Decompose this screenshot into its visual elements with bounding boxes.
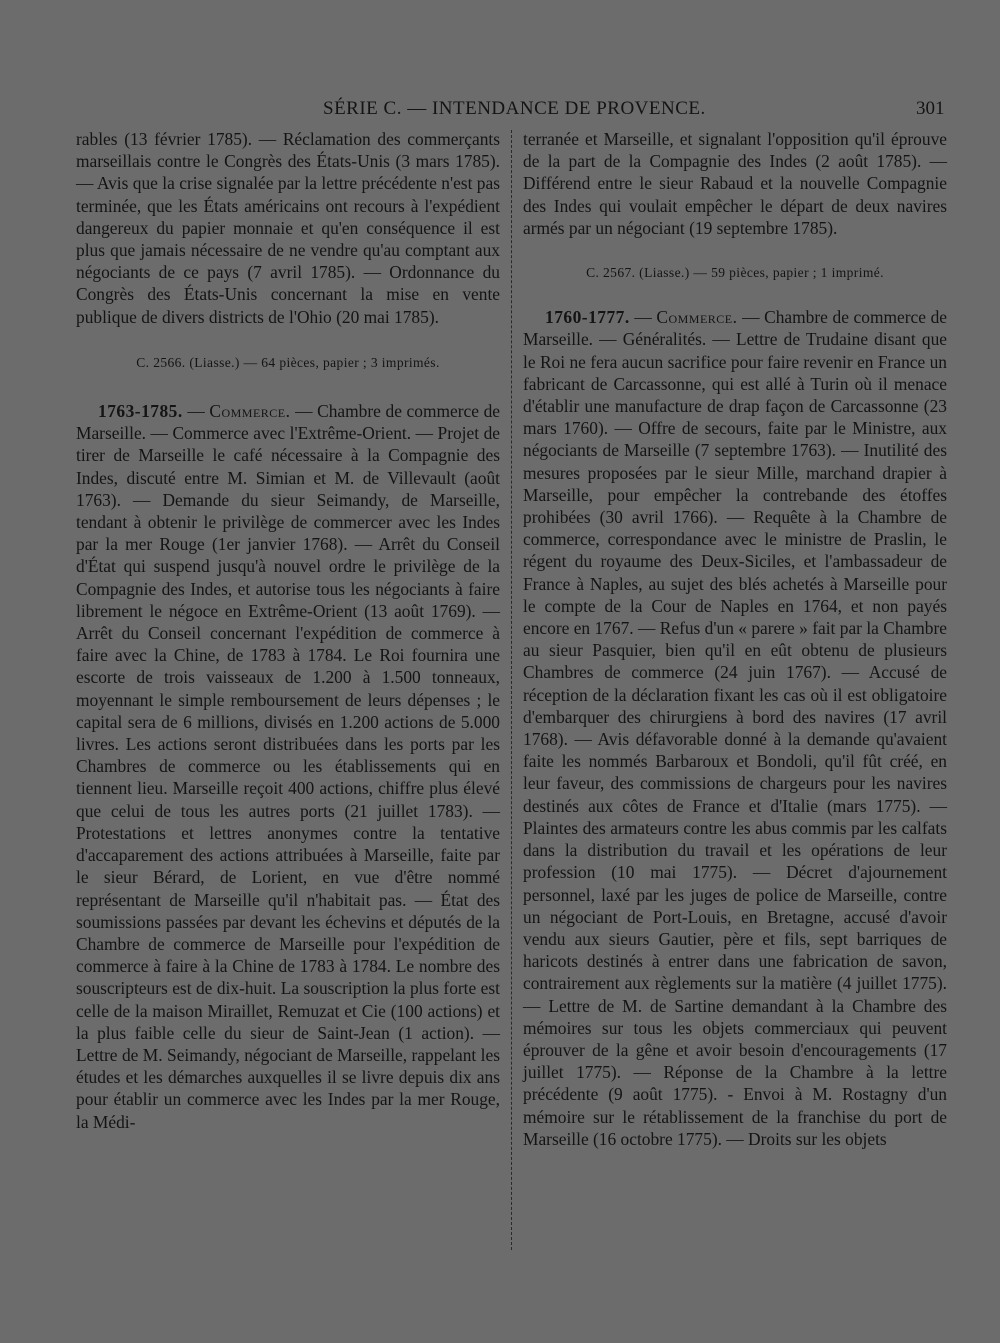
right-entry-text: — Chambre de commerce de Marseille. — Généralités. — Lettre de Trudaine disant que le Roi ne fera aucun sacrifice pour faire revenir en France un fabricant de Carcassonne, qui est allé à Turin où il menace d'établir une manufacture de drap façon de Carcassonne (23 mars 1760). — Offre de secours, faite par le Ministre, aux négociants de Marseille (7 septembre 1763). — Inutilité des mesures proposées par le sieur Mille, marchand drapier à Marseille, pour empêcher la contrebande des étoffes prohibées (30 avril 1766). — Requête à la Chambre de commerce, correspondance avec le ministre de Praslin, le régent du royaume des Deux-Siciles, et l'ambassadeur de France à Naples, au sujet des blés achetés à Marseille pour le compte de la Cour de Naples en 1764, et non payés encore en 1767. — Refus d'un « parere » fait par la Chambre au sieur Pasquier, bien qu'il en eût obtenu de plusieurs Chambres de commerce (24 juin 1767). — Accusé de réception de la déclaration fixant les cas où il est obligatoire d'embarquer des chirurgiens à bord des navires (17 avril 1768). — Avis défavorable donné à la demande qu'avaient faite les nommés Barbaroux et Bondoli, qu'il fût créé, en leur faveur, des commissions de chargeurs pour les navires destinés aux côtes de France et d'Italie (mars 1775). — Plaintes des armateurs contre les abus commis par les calfats dans la distribution du travail et les opérations de leur profession (10 mai 1775). — Décret d'ajournement personnel, laxé par les juges de police de Marseille, contre un négociant de Port-Louis, en Bretagne, accusé d'avoir vendu aux sieurs Gautier, père et fils, sept barriques de haricots destinés à entrer dans une fabrication de savon, contrairement aux règlements sur la matière (4 juillet 1775). — Lettre de M. de Sartine demandant à la Chambre des mémoires sur tous les objets commerciaux qui peuvent éprouver de la gêne et avoir besoin d'encouragements (17 juillet 1775). — Réponse de la Chambre à la lettre précédente (9 août 1775). - Envoi à M. Rostagny d'un mémoire sur le rétablissement de la franchise du port de Marseille (16 octobre 1775). — Droits sur les objets (523, 307, 947, 1149)
left-entry-date: 1763-1785. (98, 401, 183, 422)
right-entry: 1760-1777. — Commerce. — Chambre de commerce de Marseille. — Généralités. — Lettre de Trudaine disant que le Roi ne fera aucun sacrifice pour faire revenir en France un fabricant de Carcassonne, qui est allé à Turin où il menace d'établir une manufacture de drap façon de Carcassonne (23 mars 1760). — Offre de secours, faite par le Ministre, aux négociants de Marseille (7 septembre 1763). — Inutilité des mesures proposées par le sieur Mille, marchand drapier à Marseille, pour empêcher la contrebande des étoffes prohibées (30 avril 1766). — Requête à la Chambre de commerce, correspondance avec le ministre de Praslin, le régent du royaume des Deux-Siciles, et l'ambassadeur de France à Naples, au sujet des blés achetés à Marseille pour le compte de la Cour de Naples en 1764, et non payés encore en 1767. — Refus d'un « parere » fait par la Chambre au sieur Pasquier, bien qu'il en eût obtenu de plusieurs Chambres de commerce (24 juin 1767). — Accusé de réception de la déclaration fixant les cas où il est obligatoire d'embarquer des chirurgiens à bord des navires (17 avril 1768). — Avis défavorable donné à la demande qu'avaient faite les nommés Barbaroux et Bondoli, qu'il fût créé, en leur faveur, des commissions de chargeurs pour les navires destinés aux côtes de France et d'Italie (mars 1775). — Plaintes des armateurs contre les abus commis par les calfats dans la distribution du travail et les opérations de leur profession (10 mai 1775). — Décret d'ajournement personnel, laxé par les juges de police de Marseille, contre un négociant de Port-Louis, en Bretagne, accusé d'avoir vendu aux sieurs Gautier, père et fils, sept barriques de haricots destinés à entrer dans une fabrication de savon, contrairement aux règlements sur la matière (4 juillet 1775). — Lettre de M. de Sartine demandant à la Chambre des mémoires sur tous les objets commerciaux qui peuvent éprouver de la gêne et avoir besoin d'encouragements (17 juillet 1775). — Réponse de la Chambre à la lettre précédente (9 août 1775). - Envoi à M. Rostagny d'un mémoire sur le rétablissement de la franchise du port de Marseille (16 octobre 1775). — Droits sur les objets (523, 307, 947, 1149)
page-number: 301 (916, 98, 945, 119)
left-entry: 1763-1785. — Commerce. — Chambre de commerce de Marseille. — Commerce avec l'Extrême-Orient. — Projet de tirer de Marseille le café nécessaire à la Compagnie des Indes, discuté entre M. Simian et M. de Villevault (août 1763). — Demande du sieur Seimandy, de Marseille, tendant à obtenir le privilège de commercer avec les Indes par la mer Rouge (1er janvier 1768). — Arrêt du Conseil d'État qui suspend jusqu'à nouvel ordre le privilège de la Compagnie des Indes, et autorise tous les négociants à faire librement le négoce en Extrême-Orient (13 août 1769). — Arrêt du Conseil concernant l'expédition de commerce à faire avec la Chine, de 1783 à 1784. Le Roi fournira une escorte de trois vaisseaux de 1.200 à 1.500 tonneaux, moyennant le simple remboursement de leurs dépenses ; le capital sera de 6 millions, divisés en 1.200 actions de 5.000 livres. Les actions seront distribuées dans les ports par les Chambres de commerce ou les établissements qui en tiennent lieu. Marseille reçoit 400 actions, chiffre plus élevé que celui de tous les autres ports (21 juillet 1783). — Protestations et lettres anonymes contre la tentative d'accaparement des actions attribuées à Marseille, faite par le sieur Bérard, de Lorient, en vue d'être nommé représentant de Marseille qu'il n'habitait pas. — État des soumissions passées par devant les échevins et députés de la Chambre de commerce de Marseille pour l'expédition de commerce à faire à la Chine de 1783 à 1784. Le nombre des souscripteurs est de dix-huit. La souscription la plus forte est celle de la maison Miraillet, Remuzat et Cie (100 actions) et la plus faible celle du sieur de Saint-Jean (1 action). — Lettre de M. Seimandy, négociant de Marseille, rappelant les études et les démarches auxquelles il se livre depuis dix ans pour établir un commerce avec les Indes par la mer Rouge, la Médi- (76, 401, 500, 1132)
left-archive-note: C. 2566. (Liasse.) — 64 pièces, papier ; 3 imprimés. (136, 354, 440, 370)
right-entry-category: Commerce. (656, 307, 738, 328)
right-entry-date: 1760-1777. (545, 307, 630, 328)
right-column (523, 128, 947, 1150)
left-entry-category: Commerce. (209, 401, 291, 422)
left-column (76, 128, 500, 1133)
right-archive-note: C. 2567. (Liasse.) — 59 pièces, papier ; 1 imprimé. (586, 265, 884, 281)
right-continuation-text: terranée et Marseille, et signalant l'opposition qu'il éprouve de la part de la Compagnie des Indes (2 août 1785). — Différend entre le sieur Rabaud et la nouvelle Compagnie des Indes qui voulait empêcher le départ de deux navires armés par un négociant (19 septembre 1785). (523, 129, 947, 238)
left-entry-text: — Chambre de commerce de Marseille. — Commerce avec l'Extrême-Orient. — Projet de tirer de Marseille le café nécessaire à la Compagnie des Indes, discuté entre M. Simian et M. de Villevault (août 1763). — Demande du sieur Seimandy, de Marseille, tendant à obtenir le privilège de commercer avec les Indes par la mer Rouge (1er janvier 1768). — Arrêt du Conseil d'État qui suspend jusqu'à nouvel ordre le privilège de la Compagnie des Indes, et autorise tous les négociants à faire librement le négoce en Extrême-Orient (13 août 1769). — Arrêt du Conseil concernant l'expédition de commerce à faire avec la Chine, de 1783 à 1784. Le Roi fournira une escorte de trois vaisseaux de 1.200 à 1.500 tonneaux, moyennant le simple remboursement de leurs dépenses ; le capital sera de 6 millions, divisés en 1.200 actions de 5.000 livres. Les actions seront distribuées dans les ports par les Chambres de commerce ou les établissements qui en tiennent lieu. Marseille reçoit 400 actions, chiffre plus élevé que celui de tous les autres ports (21 juillet 1783). — Protestations et lettres anonymes contre la tentative d'accaparement des actions attribuées à Marseille, faite par le sieur Bérard, de Lorient, en vue d'être nommé représentant de Marseille qu'il n'habitait pas. — État des soumissions passées par devant les échevins et députés de la Chambre de commerce de Marseille pour l'expédition de commerce à faire à la Chine de 1783 à 1784. Le nombre des souscripteurs est de dix-huit. La souscription la plus forte est celle de la maison Miraillet, Remuzat et Cie (100 actions) et la plus faible celle du sieur de Saint-Jean (1 action). — Lettre de M. Seimandy, négociant de Marseille, rappelant les études et les démarches auxquelles il se livre depuis dix ans pour établir un commerce avec les Indes par la mer Rouge, la Médi- (76, 401, 500, 1132)
page-header (0, 98, 1000, 122)
running-title: SÉRIE C. — INTENDANCE DE PROVENCE. (323, 98, 706, 119)
column-divider (511, 130, 512, 1250)
left-continuation-text: rables (13 février 1785). — Réclamation des commerçants marseillais contre le Congrès des États-Unis (3 mars 1785). — Avis que la crise signalée par la lettre précédente n'est pas terminée, que les États américains ont recours à l'expédient dangereux du papier monnaie et qu'en conséquence il est plus que jamais nécessaire de ne vendre qu'au comptant aux négociants de ce pays (7 avril 1785). — Ordonnance du Congrès des États-Unis concernant la mise en vente publique de divers districts de l'Ohio (20 mai 1785). (76, 129, 500, 327)
